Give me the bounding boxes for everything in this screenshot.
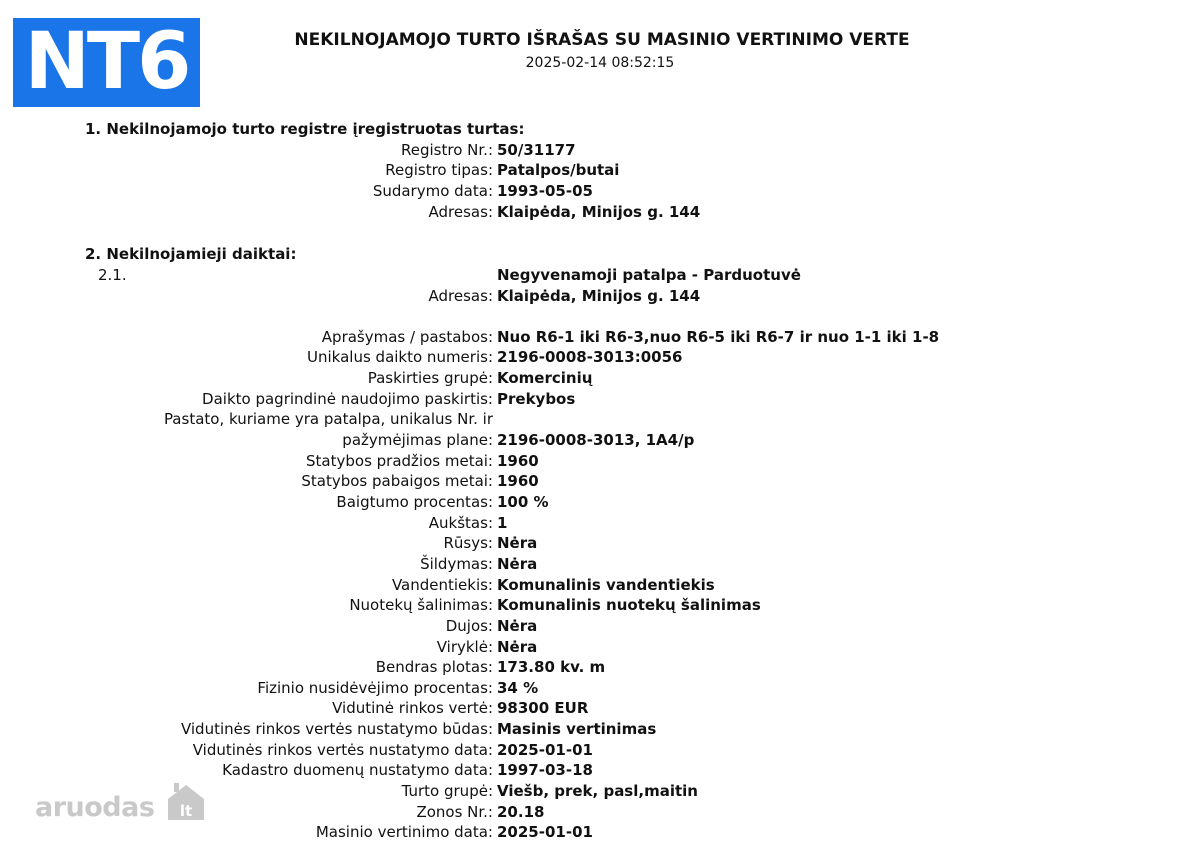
field-label: Sudarymo data: bbox=[372, 182, 493, 200]
field-row bbox=[0, 534, 1200, 554]
field-row bbox=[0, 720, 1200, 740]
field-row bbox=[0, 596, 1200, 616]
item-number: 2.1. bbox=[98, 266, 127, 284]
field-value: 34 % bbox=[497, 679, 539, 697]
field-row bbox=[0, 452, 1200, 472]
section2-heading: 2. Nekilnojamieji daiktai: bbox=[85, 245, 297, 263]
field-row bbox=[0, 555, 1200, 575]
field-value: Nėra bbox=[497, 555, 538, 573]
field-value: 98300 EUR bbox=[497, 699, 589, 717]
field-label: Adresas: bbox=[428, 203, 493, 221]
field-label: Masinio vertinimo data: bbox=[315, 823, 493, 841]
field-row bbox=[0, 390, 1200, 410]
field-label: Baigtumo procentas: bbox=[336, 493, 493, 511]
field-label: Šildymas: bbox=[420, 555, 493, 573]
field-row bbox=[0, 514, 1200, 534]
field-value: Prekybos bbox=[497, 390, 576, 408]
field-label: Turto grupė: bbox=[401, 782, 493, 800]
svg-text:lt: lt bbox=[179, 802, 193, 820]
field-row bbox=[0, 141, 1200, 161]
field-value: 1960 bbox=[497, 452, 539, 470]
field-value: Viešb, prek, pasl,maitin bbox=[497, 782, 698, 800]
field-value: Komunalinis nuotekų šalinimas bbox=[497, 596, 761, 614]
field-label: Aukštas: bbox=[428, 514, 493, 532]
field-value: 2025-01-01 bbox=[497, 823, 593, 841]
field-label: Vidutinės rinkos vertės nustatymo būdas: bbox=[180, 720, 493, 738]
field-label: Unikalus daikto numeris: bbox=[307, 348, 493, 366]
field-label: Bendras plotas: bbox=[375, 658, 493, 676]
house-icon bbox=[165, 780, 207, 826]
field-row bbox=[0, 328, 1200, 348]
field-row bbox=[0, 638, 1200, 658]
field-label: Statybos pabaigos metai: bbox=[301, 472, 493, 490]
field-label: Aprašymas / pastabos: bbox=[321, 328, 493, 346]
field-label: Adresas: bbox=[428, 287, 493, 305]
field-label: Daikto pagrindinė naudojimo paskirtis: bbox=[202, 390, 493, 408]
field-value: 50/31177 bbox=[497, 141, 576, 159]
nt6-logo: NT6 bbox=[13, 18, 200, 107]
field-value: 173.80 kv. m bbox=[497, 658, 606, 676]
watermark-text: aruodas bbox=[35, 792, 155, 823]
item-title: Negyvenamoji patalpa - Parduotuvė bbox=[497, 266, 801, 284]
field-value: Komunalinis vandentiekis bbox=[497, 576, 715, 594]
item-header-row bbox=[0, 266, 1200, 286]
field-label: Statybos pradžios metai: bbox=[306, 452, 493, 470]
document-title: NEKILNOJAMOJO TURTO IŠRAŠAS SU MASINIO VERTINIMO VERTE bbox=[294, 30, 910, 50]
field-label: Vandentiekis: bbox=[391, 576, 493, 594]
field-label: Kadastro duomenų nustatymo data: bbox=[222, 761, 493, 779]
field-label: Viryklė: bbox=[436, 638, 493, 656]
field-row bbox=[0, 182, 1200, 202]
field-row bbox=[0, 658, 1200, 678]
field-value: Klaipėda, Minijos g. 144 bbox=[497, 287, 701, 305]
field-row bbox=[0, 472, 1200, 492]
field-label: Nuotekų šalinimas: bbox=[349, 596, 493, 614]
section1-heading: 1. Nekilnojamojo turto registre įregistruotas turtas: bbox=[85, 120, 525, 138]
field-label: Vidutinės rinkos vertės nustatymo data: bbox=[192, 741, 493, 759]
field-value: 2196-0008-3013:0056 bbox=[497, 348, 683, 366]
field-value: 2196-0008-3013, 1A4/p bbox=[497, 431, 695, 449]
field-value: 20.18 bbox=[497, 803, 545, 821]
field-label: Registro Nr.: bbox=[401, 141, 493, 159]
field-value: Nėra bbox=[497, 617, 538, 635]
field-row bbox=[0, 617, 1200, 637]
field-value: 2025-01-01 bbox=[497, 741, 593, 759]
document-timestamp: 2025-02-14 08:52:15 bbox=[525, 55, 675, 71]
field-row bbox=[0, 287, 1200, 307]
field-row bbox=[0, 348, 1200, 368]
field-value: 1993-05-05 bbox=[497, 182, 593, 200]
field-row bbox=[0, 410, 1200, 430]
field-value: Klaipėda, Minijos g. 144 bbox=[497, 203, 701, 221]
field-value: Patalpos/butai bbox=[497, 161, 620, 179]
field-value: 1997-03-18 bbox=[497, 761, 593, 779]
field-row bbox=[0, 699, 1200, 719]
field-value: Komercinių bbox=[497, 369, 593, 387]
field-row bbox=[0, 161, 1200, 181]
aruodas-watermark bbox=[35, 780, 210, 830]
field-row bbox=[0, 493, 1200, 513]
field-value: 100 % bbox=[497, 493, 549, 511]
field-label: Fizinio nusidėvėjimo procentas: bbox=[257, 679, 493, 697]
field-row bbox=[0, 576, 1200, 596]
field-row bbox=[0, 431, 1200, 451]
field-row bbox=[0, 203, 1200, 223]
field-value: Nėra bbox=[497, 638, 538, 656]
field-value: Nuo R6-1 iki R6-3,nuo R6-5 iki R6-7 ir nuo 1-1 iki 1-8 bbox=[497, 328, 940, 346]
field-label: Pastato, kuriame yra patalpa, unikalus Nr. ir bbox=[163, 410, 493, 428]
field-label: pažymėjimas plane: bbox=[342, 431, 493, 449]
field-row bbox=[0, 741, 1200, 761]
field-value: Nėra bbox=[497, 534, 538, 552]
field-row bbox=[0, 761, 1200, 781]
field-value: 1 bbox=[497, 514, 508, 532]
field-row bbox=[0, 369, 1200, 389]
field-label: Paskirties grupė: bbox=[367, 369, 493, 387]
field-label: Rūsys: bbox=[443, 534, 493, 552]
field-label: Dujos: bbox=[445, 617, 493, 635]
field-label: Zonos Nr.: bbox=[416, 803, 493, 821]
field-row bbox=[0, 679, 1200, 699]
field-label: Vidutinė rinkos vertė: bbox=[332, 699, 493, 717]
field-value: Masinis vertinimas bbox=[497, 720, 657, 738]
field-label: Registro tipas: bbox=[385, 161, 493, 179]
field-value: 1960 bbox=[497, 472, 539, 490]
